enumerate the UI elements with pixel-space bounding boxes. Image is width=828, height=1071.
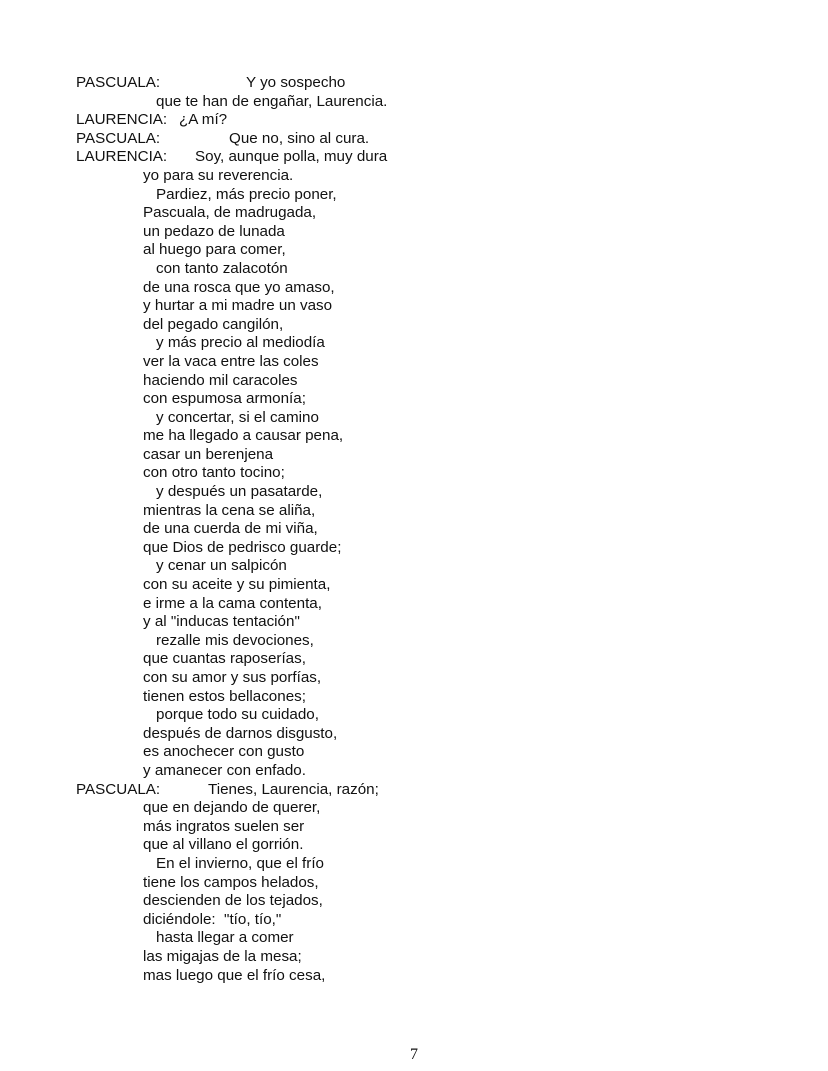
verse-text: hasta llegar a comer bbox=[156, 929, 294, 947]
verse-text: Pascuala, de madrugada, bbox=[143, 204, 317, 222]
verse-line bbox=[0, 130, 828, 149]
verse-text: Y yo sospecho bbox=[246, 74, 346, 91]
verse-line bbox=[0, 762, 828, 781]
verse-line bbox=[0, 279, 828, 298]
verse-text: y después un pasatarde, bbox=[156, 483, 323, 501]
verse-text: Pardiez, más precio poner, bbox=[156, 185, 337, 203]
verse-line bbox=[0, 818, 828, 837]
verse-line bbox=[0, 836, 828, 855]
verse-text: Tienes, Laurencia, razón; bbox=[208, 780, 379, 798]
verse-line bbox=[0, 595, 828, 614]
verse-line bbox=[0, 260, 828, 279]
verse-line bbox=[0, 576, 828, 595]
verse-text: rezalle mis devociones, bbox=[156, 631, 314, 649]
verse-text: que te han de engañar, Laurencia. bbox=[156, 92, 388, 110]
verse-line bbox=[0, 799, 828, 818]
verse-line bbox=[0, 148, 828, 167]
verse-line bbox=[0, 929, 828, 948]
verse-line bbox=[0, 911, 828, 930]
verse-text: y hurtar a mi madre un vaso bbox=[143, 297, 333, 315]
verse-text: de una cuerda de mi viña, bbox=[143, 520, 318, 538]
speaker-name: LAURENCIA: bbox=[76, 111, 168, 129]
verse-line bbox=[0, 967, 828, 986]
verse-line bbox=[0, 111, 828, 130]
verse-text: mas luego que el frío cesa, bbox=[143, 966, 326, 984]
verse-line bbox=[0, 743, 828, 762]
verse-line bbox=[0, 167, 828, 186]
verse-text: es anochecer con gusto bbox=[143, 743, 305, 761]
verse-text: y concertar, si el camino bbox=[156, 408, 319, 426]
verse-text: que al villano el gorrión. bbox=[143, 836, 304, 854]
verse-text: con espumosa armonía; bbox=[143, 390, 306, 408]
verse-line bbox=[0, 706, 828, 725]
verse-line bbox=[0, 74, 828, 93]
verse-text: y más precio al mediodía bbox=[156, 334, 325, 352]
verse-line bbox=[0, 93, 828, 112]
verse-text: Que no, sino al cura. bbox=[229, 129, 370, 147]
verse-text: con otro tanto tocino; bbox=[143, 464, 285, 482]
verse-line bbox=[0, 892, 828, 911]
verse-text: de una rosca que yo amaso, bbox=[143, 278, 335, 296]
verse-text: diciéndole: "tío, tío," bbox=[143, 910, 282, 928]
verse-text: y cenar un salpicón bbox=[156, 557, 287, 575]
verse-text: mientras la cena se aliña, bbox=[143, 501, 316, 519]
play-text bbox=[0, 74, 828, 985]
verse-line bbox=[0, 446, 828, 465]
verse-line bbox=[0, 874, 828, 893]
verse-text: Soy, aunque polla, muy dura bbox=[195, 148, 388, 166]
verse-line bbox=[0, 464, 828, 483]
verse-text: haciendo mil caracoles bbox=[143, 371, 298, 389]
verse-line bbox=[0, 483, 828, 502]
verse-text: con su amor y sus porfías, bbox=[143, 669, 322, 686]
verse-line bbox=[0, 725, 828, 744]
verse-text: descienden de los tejados, bbox=[143, 892, 323, 910]
verse-line bbox=[0, 557, 828, 576]
verse-text: me ha llegado a causar pena, bbox=[143, 427, 344, 445]
verse-line bbox=[0, 409, 828, 428]
verse-text: más ingratos suelen ser bbox=[143, 817, 305, 835]
verse-line bbox=[0, 334, 828, 353]
verse-text: porque todo su cuidado, bbox=[156, 706, 319, 724]
verse-text: ver la vaca entre las coles bbox=[143, 352, 319, 370]
verse-text: después de darnos disgusto, bbox=[143, 724, 338, 742]
verse-line bbox=[0, 241, 828, 260]
verse-text: yo para su reverencia. bbox=[143, 166, 294, 184]
verse-line bbox=[0, 669, 828, 688]
speaker-name: PASCUALA: bbox=[76, 74, 161, 91]
verse-line bbox=[0, 204, 828, 223]
verse-line bbox=[0, 390, 828, 409]
verse-line bbox=[0, 855, 828, 874]
verse-line bbox=[0, 223, 828, 242]
verse-text: tiene los campos helados, bbox=[143, 873, 319, 891]
verse-line bbox=[0, 613, 828, 632]
verse-text: las migajas de la mesa; bbox=[143, 947, 302, 965]
verse-text: tienen estos bellacones; bbox=[143, 687, 306, 705]
verse-text: que cuantas raposerías, bbox=[143, 650, 306, 668]
verse-text: con su aceite y su pimienta, bbox=[143, 576, 331, 594]
verse-line bbox=[0, 427, 828, 446]
speaker-name: PASCUALA: bbox=[76, 780, 161, 798]
verse-text: un pedazo de lunada bbox=[143, 222, 285, 240]
verse-line bbox=[0, 520, 828, 539]
verse-line bbox=[0, 632, 828, 651]
verse-text: y amanecer con enfado. bbox=[143, 761, 306, 779]
verse-line bbox=[0, 688, 828, 707]
verse-line bbox=[0, 316, 828, 335]
verse-line bbox=[0, 502, 828, 521]
verse-text: En el invierno, que el frío bbox=[156, 854, 325, 872]
verse-text: del pegado cangilón, bbox=[143, 315, 284, 333]
verse-line bbox=[0, 948, 828, 967]
verse-line bbox=[0, 186, 828, 205]
speaker-name: LAURENCIA: bbox=[76, 148, 168, 166]
verse-line bbox=[0, 539, 828, 558]
page-number: 7 bbox=[410, 1046, 418, 1063]
verse-line bbox=[0, 781, 828, 800]
verse-text: al huego para comer, bbox=[143, 241, 286, 259]
speaker-name: PASCUALA: bbox=[76, 129, 161, 147]
verse-text: que Dios de pedrisco guarde; bbox=[143, 538, 342, 556]
verse-text: que en dejando de querer, bbox=[143, 799, 321, 817]
verse-line bbox=[0, 650, 828, 669]
verse-text: e irme a la cama contenta, bbox=[143, 594, 322, 612]
verse-line bbox=[0, 297, 828, 316]
verse-text: con tanto zalacotón bbox=[156, 259, 288, 277]
verse-line bbox=[0, 353, 828, 372]
verse-text: ¿A mí? bbox=[179, 111, 228, 129]
verse-line bbox=[0, 372, 828, 391]
verse-text: casar un berenjena bbox=[143, 445, 274, 463]
verse-text: y al "inducas tentación" bbox=[143, 613, 300, 631]
